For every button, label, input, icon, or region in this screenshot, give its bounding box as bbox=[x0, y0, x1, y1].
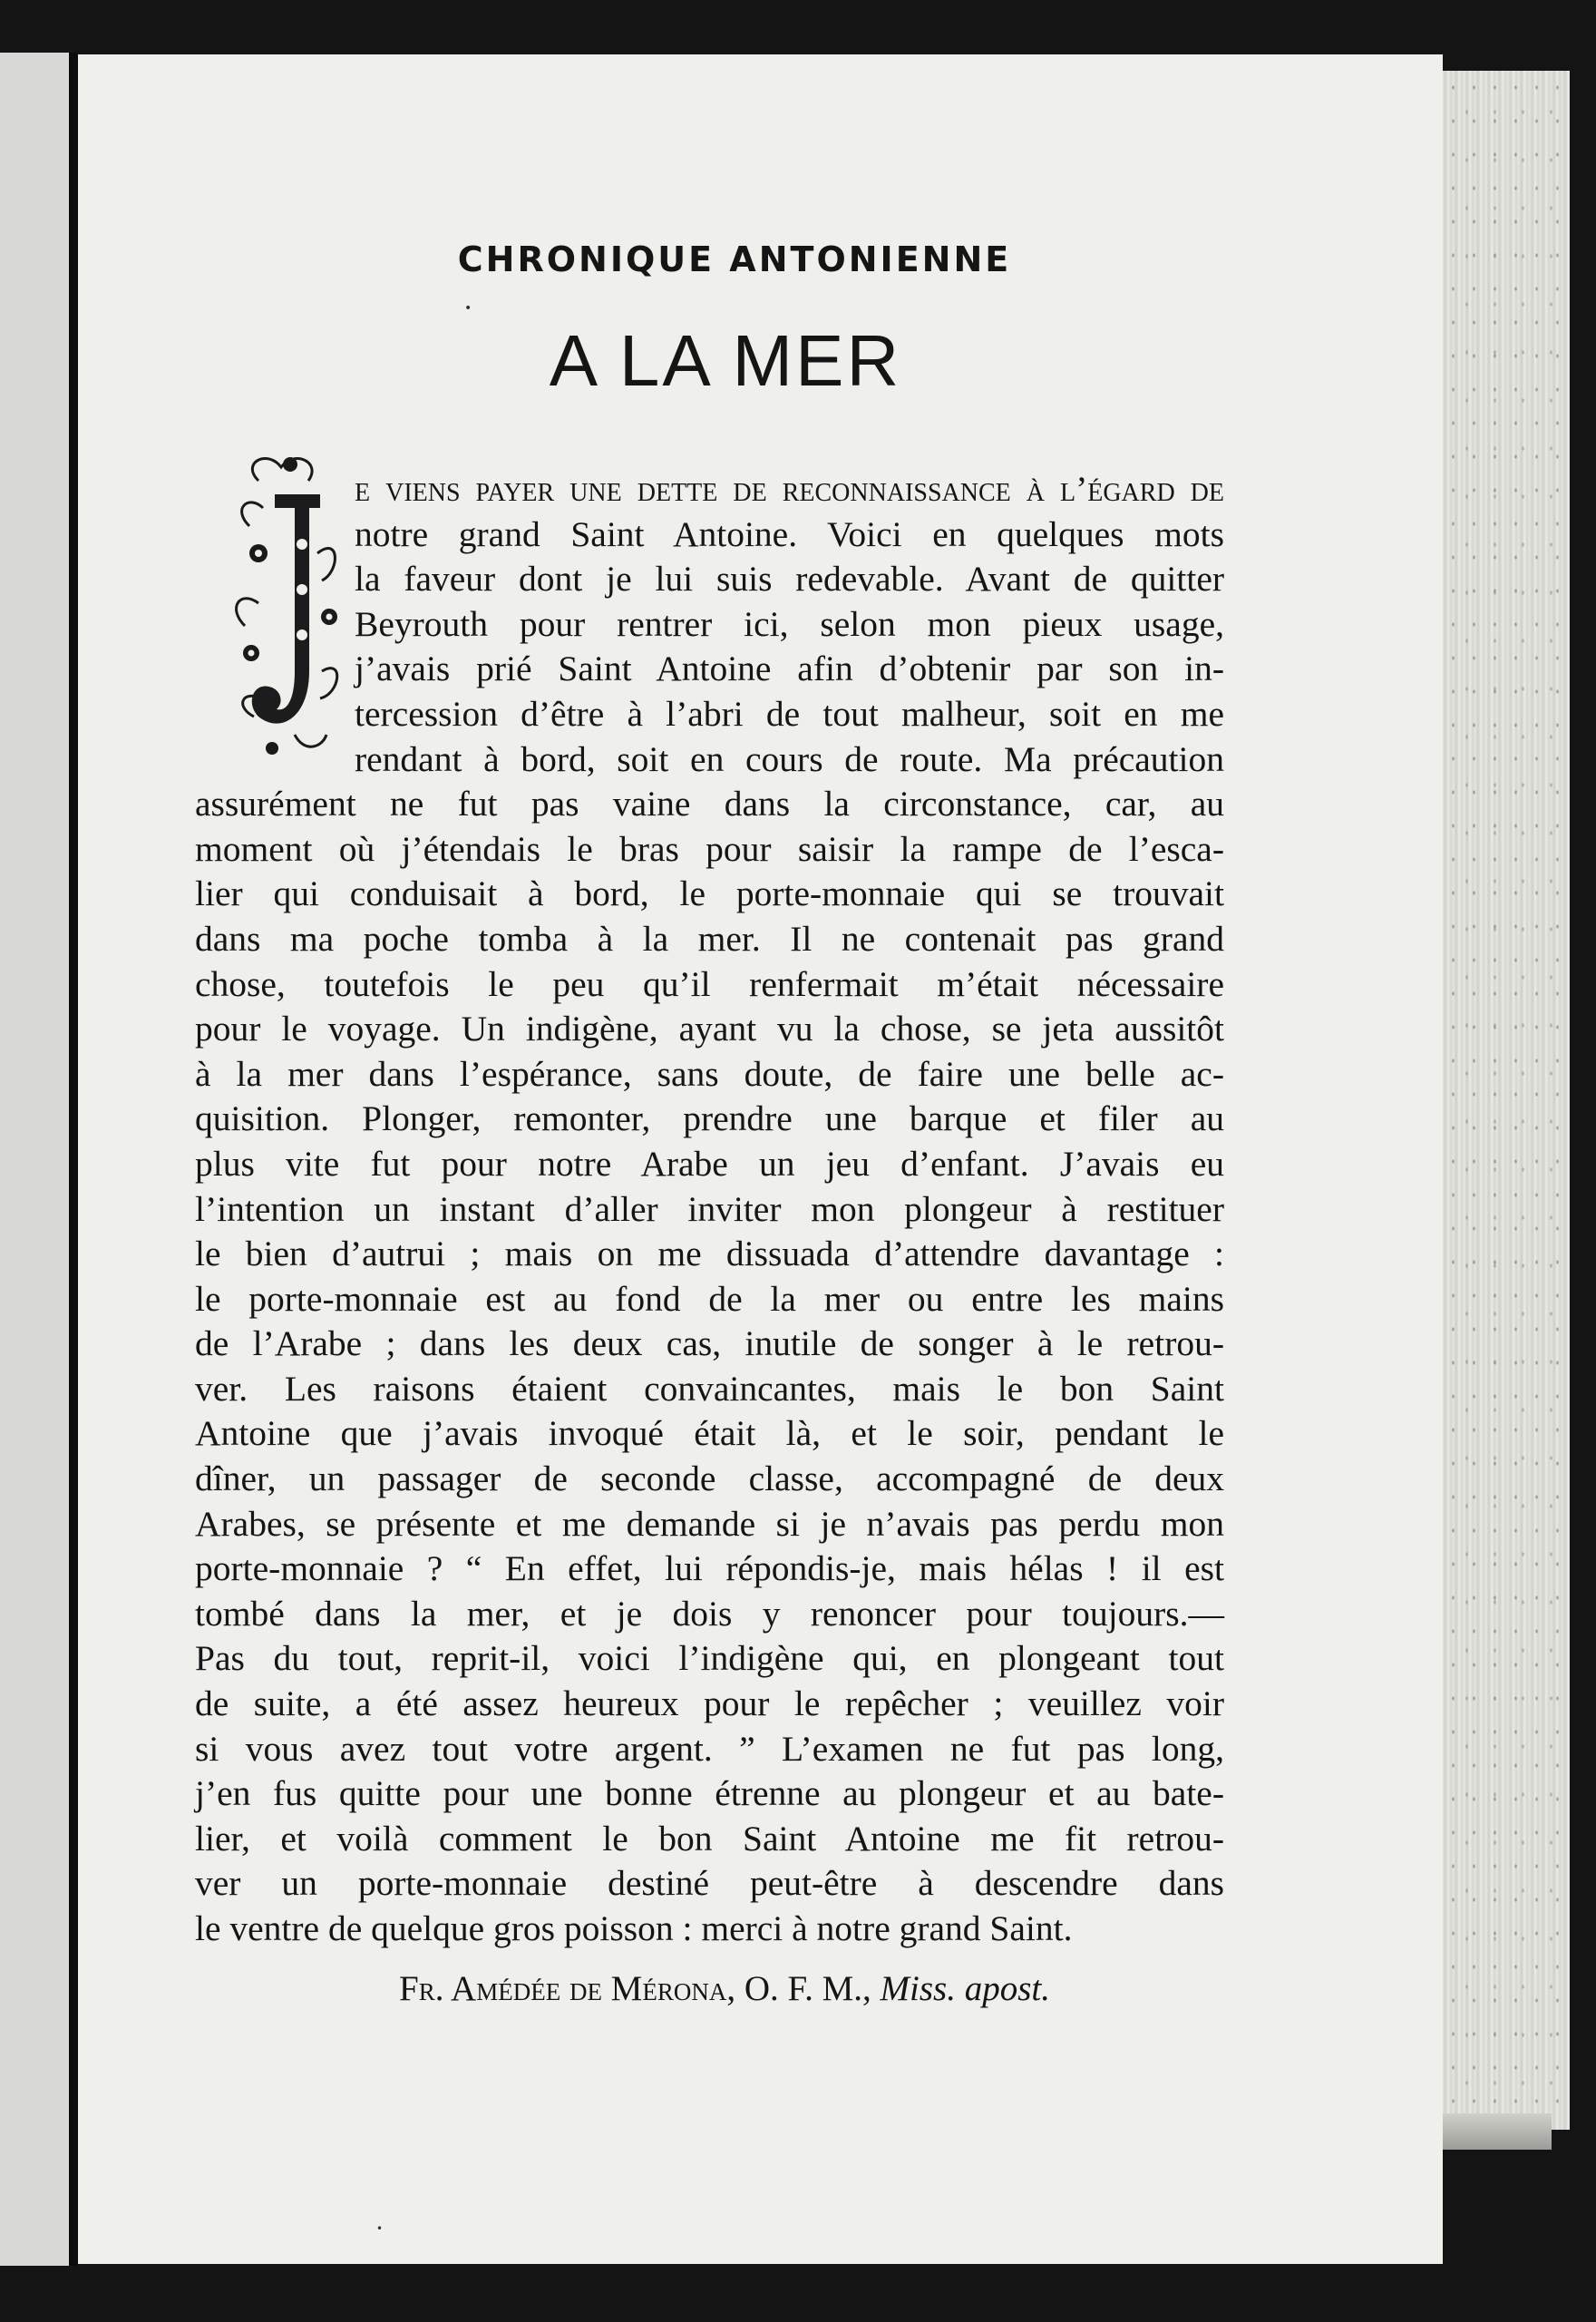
body-line-6: tercession d’être à l’abri de tout malheur, soit en me bbox=[355, 693, 1224, 734]
page-stack-bottom bbox=[1443, 2113, 1552, 2150]
body-line-26: tombé dans la mer, et je dois y renoncer pour toujours.— bbox=[195, 1593, 1224, 1634]
body-line-1-text: e viens payer une dette de reconnaissance à l’égard de bbox=[355, 469, 1224, 509]
author-role: Miss. apost. bbox=[880, 1969, 1050, 2008]
body-line-3: la faveur dont je lui suis redevable. Avant de quitter bbox=[355, 559, 1224, 600]
body-line-30: j’en fus quitte pour une bonne étrenne au plongeur et au bate- bbox=[195, 1773, 1224, 1814]
body-line-12: chose, toutefois le peu qu’il renfermait m’était nécessaire bbox=[195, 963, 1224, 1004]
body-line-32: ver un porte-monnaie destiné peut-être à descendre dans bbox=[195, 1863, 1224, 1904]
body-line-11: dans ma poche tomba à la mer. Il ne contenait pas grand bbox=[195, 918, 1224, 959]
body-line-5: j’avais prié Saint Antoine afin d’obtenir par son in- bbox=[355, 649, 1224, 689]
author-name: Fr. Amédée de Mérona bbox=[399, 1969, 727, 2008]
body-line-10: lier qui conduisait à bord, le porte-monnaie qui se trouvait bbox=[195, 873, 1224, 914]
speck-mark: • bbox=[376, 2222, 384, 2235]
body-line-24: Arabes, se présente et me demande si je n’avais pas perdu mon bbox=[195, 1503, 1224, 1544]
body-line-9: moment où j’étendais le bras pour saisir la rampe de l’esca- bbox=[195, 828, 1224, 869]
body-line-20: de l’Arabe ; dans les deux cas, inutile de songer à le retrou- bbox=[195, 1323, 1224, 1364]
body-line-33: le ventre de quelque gros poisson : merci à notre grand Saint. bbox=[195, 1908, 1073, 1948]
body-line-28: de suite, a été assez heureux pour le repêcher ; veuillez voir bbox=[195, 1683, 1224, 1724]
body-line-15: quisition. Plonger, remonter, prendre une barque et filer au bbox=[195, 1098, 1224, 1139]
body-line-17: l’intention un instant d’aller inviter mon plongeur à restituer bbox=[195, 1188, 1224, 1229]
body-line-31: lier, et voilà comment le bon Saint Antoine me fit retrou- bbox=[195, 1818, 1224, 1859]
body-line-25: porte-monnaie ? “ En effet, lui répondis-je, mais hélas ! il est bbox=[195, 1548, 1224, 1589]
body-line-27: Pas du tout, reprit-il, voici l’indigène qui, en plongeant tout bbox=[195, 1638, 1224, 1679]
body-line-21: ver. Les raisons étaient convaincantes, mais le bon Saint bbox=[195, 1368, 1224, 1409]
speck-mark: • bbox=[464, 301, 472, 316]
body-line-13: pour le voyage. Un indigène, ayant vu la chose, se jeta aussitôt bbox=[195, 1009, 1224, 1049]
body-line-22: Antoine que j’avais invoqué était là, et le soir, pendant le bbox=[195, 1413, 1224, 1454]
article-body bbox=[195, 467, 1224, 1952]
body-line-18: le bien d’autrui ; mais on me dissuada d’attendre davantage : bbox=[195, 1234, 1224, 1274]
body-line-23: dîner, un passager de seconde classe, accompagné de deux bbox=[195, 1459, 1224, 1499]
facing-page-edge bbox=[0, 53, 73, 2266]
body-line-2: notre grand Saint Antoine. Voici en quelques mots bbox=[355, 513, 1224, 554]
body-line-8: assurément ne fut pas vaine dans la circonstance, car, au bbox=[195, 784, 1224, 824]
article-title: A LA MER bbox=[549, 320, 902, 401]
body-line-4: Beyrouth pour rentrer ici, selon mon pieux usage, bbox=[355, 603, 1224, 644]
author-signature bbox=[399, 1968, 1197, 2009]
body-line-29: si vous avez tout votre argent. ” L’examen ne fut pas long, bbox=[195, 1728, 1224, 1769]
body-line-14: à la mer dans l’espérance, sans doute, de faire une belle ac- bbox=[195, 1053, 1224, 1094]
body-line-19: le porte-monnaie est au fond de la mer ou entre les mains bbox=[195, 1278, 1224, 1319]
body-line-1 bbox=[355, 467, 1224, 512]
body-line-7: rendant à bord, soit en cours de route. Ma précaution bbox=[355, 738, 1224, 779]
book-gutter bbox=[69, 53, 78, 2266]
body-line-16: plus vite fut pour notre Arabe un jeu d’enfant. J’avais eu bbox=[195, 1143, 1224, 1184]
page-stack-texture bbox=[1443, 71, 1570, 2130]
section-header: CHRONIQUE ANTONIENNE bbox=[457, 239, 1012, 279]
author-order: , O. F. M., bbox=[726, 1969, 881, 2008]
